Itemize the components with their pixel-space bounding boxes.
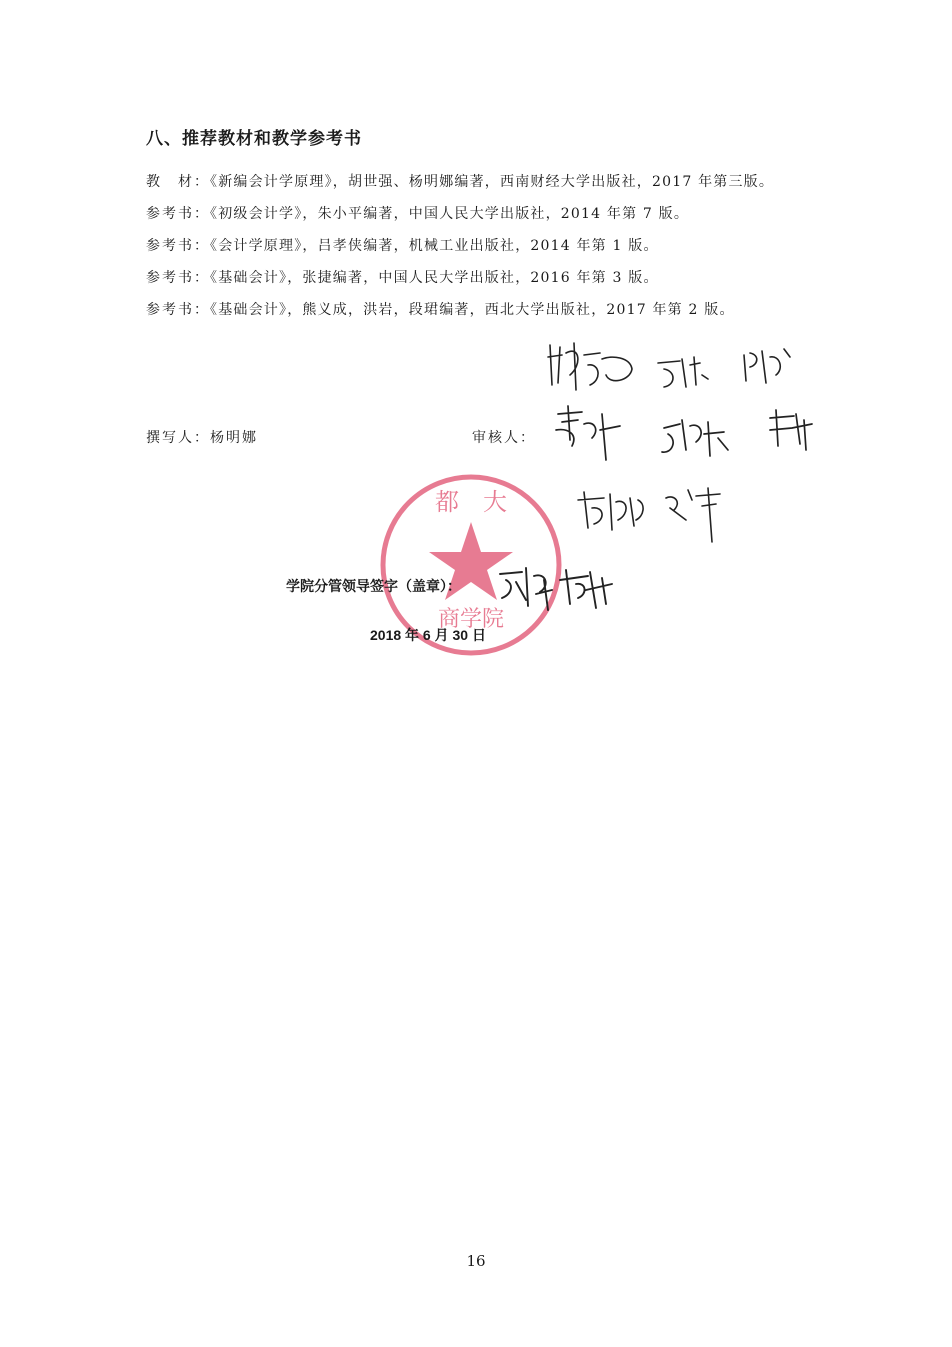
handwritten-signatures-reviewers-2: [570, 480, 740, 550]
writer-label: 撰写人：: [146, 430, 210, 446]
textbook-line: [146, 171, 774, 191]
seal-text-top: 都 大: [435, 488, 507, 516]
book-label: 参考书：: [146, 206, 210, 222]
book-label: 参考书：: [146, 238, 210, 254]
book-text: 《会计学原理》，吕孝侠编著，机械工业出版社，2014 年第 1 版。: [210, 238, 659, 254]
book-label: 参考书：: [146, 270, 210, 286]
book-label: 教 材：: [146, 174, 210, 190]
book-text: 《新编会计学原理》，胡世强、杨明娜编著，西南财经大学出版社，2017 年第三版。: [210, 174, 775, 190]
book-text: 《初级会计学》，朱小平编著，中国人民大学出版社，2014 年第 7 版。: [210, 206, 690, 222]
reference-book-line: [146, 235, 659, 255]
book-label: 参考书：: [146, 302, 210, 318]
seal-text-bottom: 商学院: [437, 607, 505, 632]
page-number: 16: [466, 1252, 486, 1270]
reference-book-line: [146, 299, 735, 319]
book-text: 《基础会计》，张捷编著，中国人民大学出版社，2016 年第 3 版。: [210, 270, 659, 286]
writer-name: 杨明娜: [210, 430, 258, 446]
handwritten-signatures-reviewers: [548, 400, 818, 475]
reviewer-label: 审核人：: [472, 430, 536, 446]
handwritten-signatures-top: [540, 335, 810, 400]
section-title: 八、推荐教材和教学参考书: [146, 129, 362, 149]
writer-line: [146, 427, 258, 447]
reference-book-line: [146, 203, 689, 223]
book-text: 《基础会计》，熊义成，洪岩，段珺编著，西北大学出版社，2017 年第 2 版。: [210, 302, 735, 318]
reference-book-line: [146, 267, 659, 287]
leader-handwritten-signature: [492, 560, 622, 615]
sign-date: 2018 年 6 月 30 日: [370, 627, 486, 643]
leader-signature-label: 学院分管领导签字（盖章）：: [286, 578, 461, 594]
